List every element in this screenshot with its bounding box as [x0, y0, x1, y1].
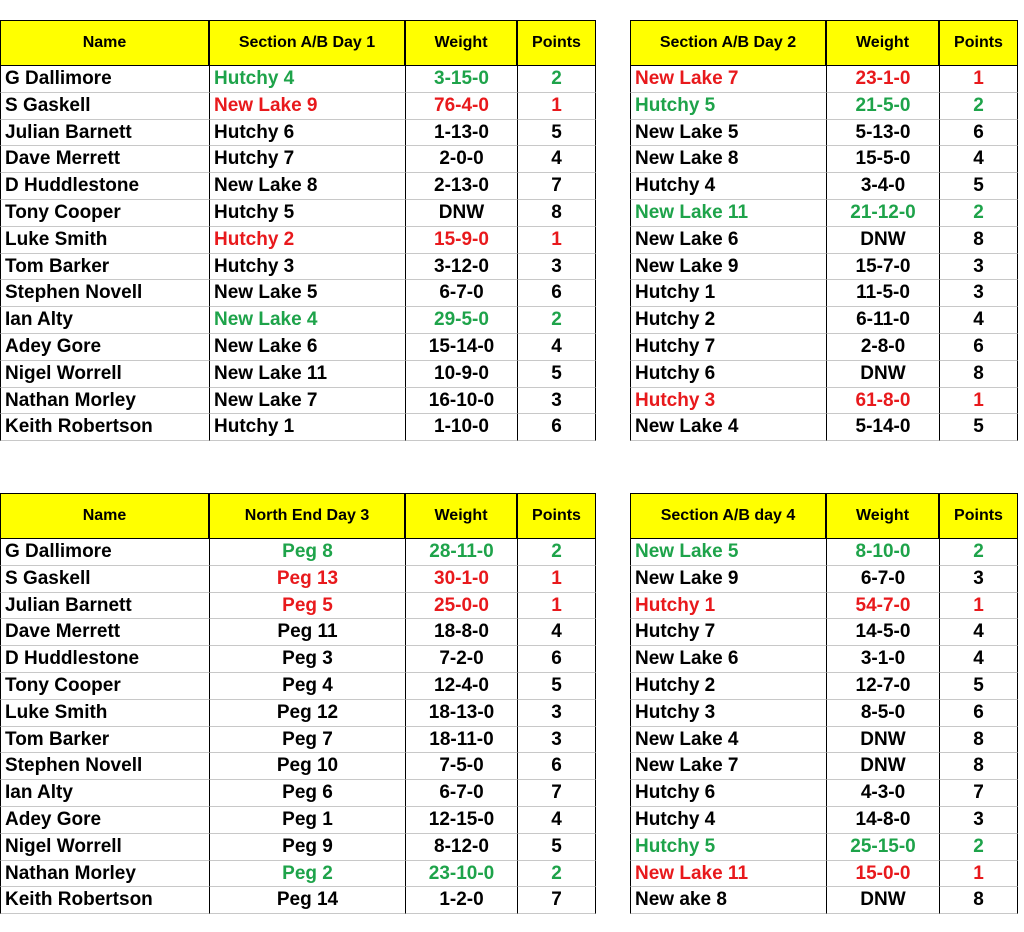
table-row — [0, 361, 1024, 388]
weight-cell: 14-8-0 — [826, 807, 939, 834]
venue-cell: Hutchy 6 — [630, 361, 826, 388]
points-cell: 4 — [939, 619, 1018, 646]
table-row — [0, 727, 1024, 754]
weight-cell: 12-4-0 — [405, 673, 517, 700]
points-cell: 6 — [517, 280, 596, 307]
name-cell: Ian Alty — [0, 307, 209, 334]
weight-cell: 14-5-0 — [826, 619, 939, 646]
points-cell: 2 — [517, 861, 596, 888]
weight-cell: 8-12-0 — [405, 834, 517, 861]
points-cell: 5 — [517, 673, 596, 700]
table-row — [0, 700, 1024, 727]
table-row — [0, 566, 1024, 593]
venue-cell: Peg 11 — [209, 619, 405, 646]
venue-cell: New Lake 7 — [630, 66, 826, 93]
weight-cell: 18-13-0 — [405, 700, 517, 727]
weight-cell: 30-1-0 — [405, 566, 517, 593]
weight-cell: 6-7-0 — [826, 566, 939, 593]
table-row — [0, 646, 1024, 673]
weight-cell: 7-5-0 — [405, 753, 517, 780]
venue-cell: Hutchy 7 — [630, 334, 826, 361]
name-cell: Nigel Worrell — [0, 361, 209, 388]
table-row — [0, 227, 1024, 254]
table-row — [0, 254, 1024, 281]
header-weight-b: Weight — [826, 493, 939, 539]
name-cell: Luke Smith — [0, 700, 209, 727]
venue-cell: New Lake 4 — [209, 307, 405, 334]
weight-cell: 8-10-0 — [826, 539, 939, 566]
points-cell: 8 — [517, 200, 596, 227]
venue-cell: Hutchy 5 — [209, 200, 405, 227]
points-cell: 1 — [517, 227, 596, 254]
points-cell: 2 — [517, 539, 596, 566]
header-venue-b: Section A/B Day 2 — [630, 20, 826, 66]
name-cell: Tony Cooper — [0, 200, 209, 227]
venue-cell: New Lake 11 — [209, 361, 405, 388]
name-cell: Ian Alty — [0, 780, 209, 807]
table-row — [0, 414, 1024, 441]
venue-cell: Peg 4 — [209, 673, 405, 700]
weight-cell: DNW — [826, 227, 939, 254]
points-cell: 6 — [517, 414, 596, 441]
venue-cell: Hutchy 3 — [630, 388, 826, 415]
venue-cell: Peg 5 — [209, 593, 405, 620]
table-row — [0, 200, 1024, 227]
points-cell: 2 — [939, 539, 1018, 566]
header-points-b: Points — [939, 20, 1018, 66]
venue-cell: Peg 12 — [209, 700, 405, 727]
weight-cell: 16-10-0 — [405, 388, 517, 415]
name-cell: D Huddlestone — [0, 646, 209, 673]
name-cell: D Huddlestone — [0, 173, 209, 200]
venue-cell: Hutchy 4 — [209, 66, 405, 93]
table-row — [0, 120, 1024, 147]
weight-cell: 18-11-0 — [405, 727, 517, 754]
table-row — [0, 887, 1024, 914]
weight-cell: 3-15-0 — [405, 66, 517, 93]
points-cell: 5 — [517, 834, 596, 861]
name-cell: Stephen Novell — [0, 753, 209, 780]
points-cell: 3 — [939, 807, 1018, 834]
weight-cell: 15-0-0 — [826, 861, 939, 888]
weight-cell: 1-13-0 — [405, 120, 517, 147]
weight-cell: 29-5-0 — [405, 307, 517, 334]
venue-cell: Hutchy 1 — [630, 593, 826, 620]
venue-cell: New Lake 11 — [630, 200, 826, 227]
weight-cell: DNW — [826, 361, 939, 388]
points-cell: 3 — [939, 566, 1018, 593]
points-cell: 3 — [939, 254, 1018, 281]
points-cell: 4 — [517, 146, 596, 173]
header-weight-a: Weight — [405, 493, 517, 539]
points-cell: 2 — [939, 93, 1018, 120]
venue-cell: Hutchy 2 — [209, 227, 405, 254]
venue-cell: New Lake 9 — [209, 93, 405, 120]
venue-cell: Peg 10 — [209, 753, 405, 780]
name-cell: S Gaskell — [0, 93, 209, 120]
venue-cell: New Lake 9 — [630, 566, 826, 593]
points-cell: 8 — [939, 727, 1018, 754]
weight-cell: 10-9-0 — [405, 361, 517, 388]
header-venue-b: Section A/B day 4 — [630, 493, 826, 539]
name-cell: Nathan Morley — [0, 388, 209, 415]
table-row — [0, 807, 1024, 834]
table-row — [0, 173, 1024, 200]
weight-cell: 1-10-0 — [405, 414, 517, 441]
table-row — [0, 861, 1024, 888]
weight-cell: 6-11-0 — [826, 307, 939, 334]
venue-cell: Peg 8 — [209, 539, 405, 566]
name-cell: S Gaskell — [0, 566, 209, 593]
name-cell: Keith Robertson — [0, 887, 209, 914]
venue-cell: New Lake 5 — [209, 280, 405, 307]
points-cell: 4 — [939, 307, 1018, 334]
weight-cell: 8-5-0 — [826, 700, 939, 727]
header-row — [0, 20, 1024, 66]
venue-cell: Peg 2 — [209, 861, 405, 888]
name-cell: G Dallimore — [0, 539, 209, 566]
venue-cell: Peg 13 — [209, 566, 405, 593]
venue-cell: Hutchy 5 — [630, 93, 826, 120]
header-name: Name — [0, 493, 209, 539]
venue-cell: New Lake 8 — [630, 146, 826, 173]
weight-cell: DNW — [826, 753, 939, 780]
weight-cell: 3-4-0 — [826, 173, 939, 200]
name-cell: Julian Barnett — [0, 120, 209, 147]
points-cell: 2 — [939, 834, 1018, 861]
venue-cell: New Lake 5 — [630, 539, 826, 566]
points-cell: 2 — [517, 66, 596, 93]
points-cell: 5 — [939, 173, 1018, 200]
points-cell: 2 — [939, 200, 1018, 227]
weight-cell: 21-12-0 — [826, 200, 939, 227]
points-cell: 7 — [517, 173, 596, 200]
points-cell: 5 — [517, 361, 596, 388]
points-cell: 6 — [939, 700, 1018, 727]
points-cell: 1 — [939, 861, 1018, 888]
weight-cell: 12-15-0 — [405, 807, 517, 834]
venue-cell: Hutchy 2 — [630, 673, 826, 700]
venue-cell: New Lake 6 — [209, 334, 405, 361]
table-row — [0, 834, 1024, 861]
table-row — [0, 619, 1024, 646]
venue-cell: New Lake 11 — [630, 861, 826, 888]
weight-cell: 15-7-0 — [826, 254, 939, 281]
venue-cell: Peg 1 — [209, 807, 405, 834]
name-cell: Dave Merrett — [0, 619, 209, 646]
points-cell: 5 — [517, 120, 596, 147]
table-row — [0, 334, 1024, 361]
venue-cell: Hutchy 1 — [630, 280, 826, 307]
points-cell: 1 — [939, 593, 1018, 620]
venue-cell: Peg 7 — [209, 727, 405, 754]
name-cell: Keith Robertson — [0, 414, 209, 441]
weight-cell: 76-4-0 — [405, 93, 517, 120]
venue-cell: Hutchy 4 — [630, 173, 826, 200]
header-venue-a: Section A/B Day 1 — [209, 20, 405, 66]
points-cell: 2 — [517, 307, 596, 334]
header-points-a: Points — [517, 20, 596, 66]
weight-cell: DNW — [826, 727, 939, 754]
venue-cell: Hutchy 5 — [630, 834, 826, 861]
venue-cell: Hutchy 3 — [209, 254, 405, 281]
weight-cell: 2-8-0 — [826, 334, 939, 361]
points-cell: 3 — [517, 727, 596, 754]
points-cell: 1 — [517, 593, 596, 620]
points-cell: 7 — [517, 887, 596, 914]
venue-cell: Hutchy 7 — [630, 619, 826, 646]
weight-cell: 23-1-0 — [826, 66, 939, 93]
weight-cell: 23-10-0 — [405, 861, 517, 888]
weight-cell: 15-5-0 — [826, 146, 939, 173]
points-cell: 1 — [939, 66, 1018, 93]
table-row — [0, 673, 1024, 700]
weight-cell: 25-15-0 — [826, 834, 939, 861]
header-row — [0, 493, 1024, 539]
points-cell: 4 — [939, 646, 1018, 673]
header-weight-a: Weight — [405, 20, 517, 66]
weight-cell: 15-14-0 — [405, 334, 517, 361]
points-cell: 1 — [939, 388, 1018, 415]
points-cell: 4 — [517, 334, 596, 361]
weight-cell: 11-5-0 — [826, 280, 939, 307]
venue-cell: New Lake 7 — [209, 388, 405, 415]
weight-cell: 54-7-0 — [826, 593, 939, 620]
venue-cell: Hutchy 4 — [630, 807, 826, 834]
table-row — [0, 753, 1024, 780]
name-cell: Dave Merrett — [0, 146, 209, 173]
name-cell: Adey Gore — [0, 334, 209, 361]
table-row — [0, 388, 1024, 415]
table-row — [0, 93, 1024, 120]
venue-cell: Peg 9 — [209, 834, 405, 861]
weight-cell: DNW — [826, 887, 939, 914]
venue-cell: Hutchy 2 — [630, 307, 826, 334]
points-cell: 1 — [517, 566, 596, 593]
venue-cell: Hutchy 7 — [209, 146, 405, 173]
weight-cell: 28-11-0 — [405, 539, 517, 566]
weight-cell: DNW — [405, 200, 517, 227]
points-cell: 6 — [517, 646, 596, 673]
venue-cell: New Lake 8 — [209, 173, 405, 200]
points-cell: 3 — [517, 254, 596, 281]
results-table-days-1-2 — [0, 20, 1024, 440]
name-cell: Luke Smith — [0, 227, 209, 254]
venue-cell: Hutchy 6 — [209, 120, 405, 147]
table-row — [0, 307, 1024, 334]
points-cell: 3 — [517, 700, 596, 727]
venue-cell: New Lake 7 — [630, 753, 826, 780]
weight-cell: 7-2-0 — [405, 646, 517, 673]
weight-cell: 18-8-0 — [405, 619, 517, 646]
venue-cell: Hutchy 3 — [630, 700, 826, 727]
points-cell: 6 — [939, 334, 1018, 361]
name-cell: Stephen Novell — [0, 280, 209, 307]
weight-cell: 3-1-0 — [826, 646, 939, 673]
table-row — [0, 780, 1024, 807]
weight-cell: 4-3-0 — [826, 780, 939, 807]
header-weight-b: Weight — [826, 20, 939, 66]
points-cell: 6 — [939, 120, 1018, 147]
name-cell: Nathan Morley — [0, 861, 209, 888]
weight-cell: 21-5-0 — [826, 93, 939, 120]
points-cell: 5 — [939, 673, 1018, 700]
weight-cell: 12-7-0 — [826, 673, 939, 700]
weight-cell: 25-0-0 — [405, 593, 517, 620]
name-cell: Julian Barnett — [0, 593, 209, 620]
weight-cell: 61-8-0 — [826, 388, 939, 415]
points-cell: 4 — [517, 807, 596, 834]
venue-cell: Hutchy 6 — [630, 780, 826, 807]
weight-cell: 15-9-0 — [405, 227, 517, 254]
table-row — [0, 146, 1024, 173]
venue-cell: New Lake 5 — [630, 120, 826, 147]
name-cell: Tony Cooper — [0, 673, 209, 700]
weight-cell: 2-0-0 — [405, 146, 517, 173]
header-venue-a: North End Day 3 — [209, 493, 405, 539]
points-cell: 1 — [517, 93, 596, 120]
name-cell: Tom Barker — [0, 254, 209, 281]
weight-cell: 3-12-0 — [405, 254, 517, 281]
name-cell: Tom Barker — [0, 727, 209, 754]
results-table-days-3-4 — [0, 493, 1024, 913]
name-cell: G Dallimore — [0, 66, 209, 93]
venue-cell: Peg 3 — [209, 646, 405, 673]
header-points-b: Points — [939, 493, 1018, 539]
weight-cell: 5-14-0 — [826, 414, 939, 441]
weight-cell: 1-2-0 — [405, 887, 517, 914]
points-cell: 4 — [939, 146, 1018, 173]
weight-cell: 2-13-0 — [405, 173, 517, 200]
venue-cell: New ake 8 — [630, 887, 826, 914]
points-cell: 5 — [939, 414, 1018, 441]
name-cell: Nigel Worrell — [0, 834, 209, 861]
venue-cell: New Lake 6 — [630, 227, 826, 254]
points-cell: 6 — [517, 753, 596, 780]
points-cell: 8 — [939, 753, 1018, 780]
weight-cell: 6-7-0 — [405, 280, 517, 307]
points-cell: 7 — [939, 780, 1018, 807]
table-row — [0, 539, 1024, 566]
table-row — [0, 66, 1024, 93]
venue-cell: Peg 6 — [209, 780, 405, 807]
points-cell: 4 — [517, 619, 596, 646]
venue-cell: Peg 14 — [209, 887, 405, 914]
name-cell: Adey Gore — [0, 807, 209, 834]
venue-cell: New Lake 9 — [630, 254, 826, 281]
points-cell: 3 — [939, 280, 1018, 307]
venue-cell: New Lake 4 — [630, 414, 826, 441]
points-cell: 8 — [939, 361, 1018, 388]
table-row — [0, 280, 1024, 307]
header-name: Name — [0, 20, 209, 66]
points-cell: 8 — [939, 227, 1018, 254]
points-cell: 8 — [939, 887, 1018, 914]
weight-cell: 5-13-0 — [826, 120, 939, 147]
header-points-a: Points — [517, 493, 596, 539]
points-cell: 7 — [517, 780, 596, 807]
table-row — [0, 593, 1024, 620]
weight-cell: 6-7-0 — [405, 780, 517, 807]
venue-cell: New Lake 4 — [630, 727, 826, 754]
venue-cell: Hutchy 1 — [209, 414, 405, 441]
points-cell: 3 — [517, 388, 596, 415]
venue-cell: New Lake 6 — [630, 646, 826, 673]
